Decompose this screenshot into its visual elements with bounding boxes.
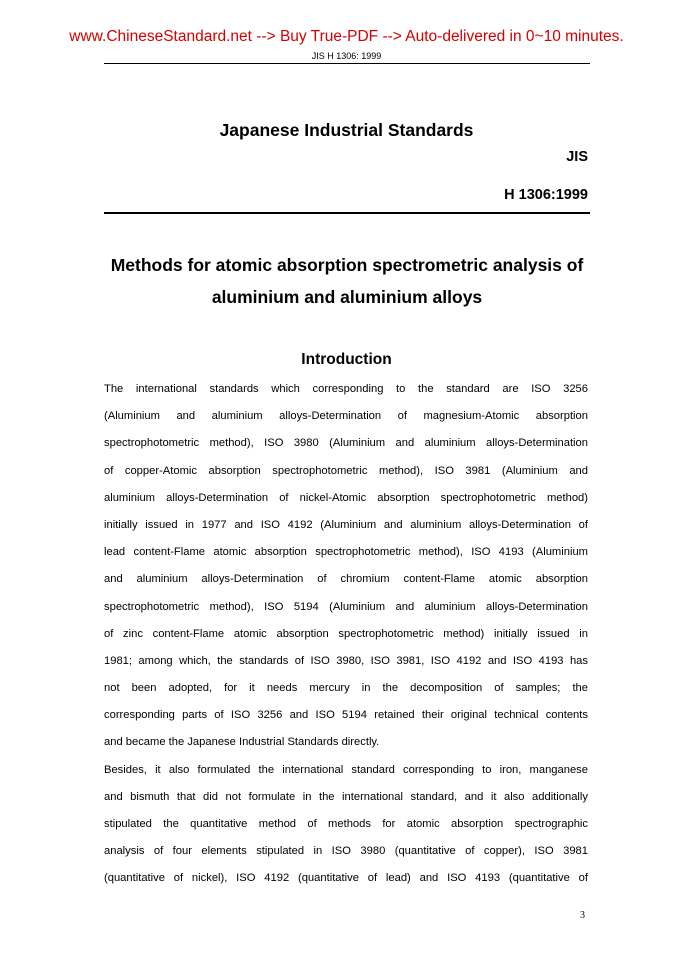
paragraph-line: analysis of four elements stipulated in ISO 3980 (quantitative of copper), ISO 3981 bbox=[104, 845, 588, 858]
paragraph-line: of copper-Atomic absorption spectrophotometric method), ISO 3981 (Aluminium and bbox=[104, 464, 588, 477]
body-text bbox=[104, 376, 588, 893]
paragraph-line: The international standards which corresponding to the standard are ISO 3256 bbox=[104, 383, 588, 395]
document-title bbox=[104, 249, 590, 313]
paragraph-line: corresponding parts of ISO 3256 and ISO 5194 retained their original technical contents bbox=[104, 709, 588, 722]
paragraph-line: aluminium alloys-Determination of nickel-Atomic absorption spectrophotometric method) bbox=[104, 491, 588, 504]
promo-banner-link[interactable]: www.ChineseStandard.net --> Buy True-PDF --> Auto-delivered in 0~10 minutes. bbox=[69, 28, 624, 45]
paragraph-line: 1981; among which, the standards of ISO 3980, ISO 3981, ISO 4192 and ISO 4193 has bbox=[104, 654, 588, 667]
section-heading: Introduction bbox=[301, 351, 392, 368]
standard-number: H 1306:1999 bbox=[504, 187, 588, 203]
paragraph-line: Besides, it also formulated the international standard corresponding to iron, manganese bbox=[104, 763, 588, 776]
paragraph-line: not been adopted, for it needs mercury in the decomposition of samples; the bbox=[104, 682, 588, 695]
header-rule bbox=[104, 63, 590, 64]
title-line: aluminium and aluminium alloys bbox=[211, 287, 483, 307]
page-number: 3 bbox=[580, 910, 585, 921]
paragraph-line: spectrophotometric method), ISO 3980 (Aluminium and aluminium alloys-Determination bbox=[104, 437, 588, 450]
title-rule bbox=[104, 212, 590, 214]
title-line: Methods for atomic absorption spectrometric analysis of bbox=[110, 255, 584, 275]
running-header: JIS H 1306: 1999 bbox=[311, 51, 382, 61]
organization-title: Japanese Industrial Standards bbox=[219, 120, 474, 140]
paragraph-line: spectrophotometric method), ISO 5194 (Aluminium and aluminium alloys-Determination bbox=[104, 600, 588, 613]
paragraph-line: lead content-Flame atomic absorption spectrophotometric method), ISO 4193 (Aluminium bbox=[104, 546, 588, 559]
paragraph-line: stipulated the quantitative method of methods for atomic absorption spectrographic bbox=[104, 818, 588, 830]
paragraph-line: of zinc content-Flame atomic absorption spectrophotometric method) initially issued in bbox=[104, 627, 588, 640]
paragraph-line: (Aluminium and aluminium alloys-Determination of magnesium-Atomic absorption bbox=[104, 410, 588, 423]
paragraph-line: and became the Japanese Industrial Standards directly. bbox=[104, 736, 380, 749]
paragraph-line: initially issued in 1977 and ISO 4192 (Aluminium and aluminium alloys-Determination of bbox=[104, 518, 588, 531]
paragraph-line: and bismuth that did not formulate in the international standard, and it also additionally bbox=[104, 790, 588, 803]
standard-series: JIS bbox=[566, 149, 588, 165]
paragraph-line: (quantitative of nickel), ISO 4192 (quantitative of lead) and ISO 4193 (quantitative of bbox=[104, 872, 588, 885]
paragraph-line: and aluminium alloys-Determination of chromium content-Flame atomic absorption bbox=[104, 573, 588, 586]
